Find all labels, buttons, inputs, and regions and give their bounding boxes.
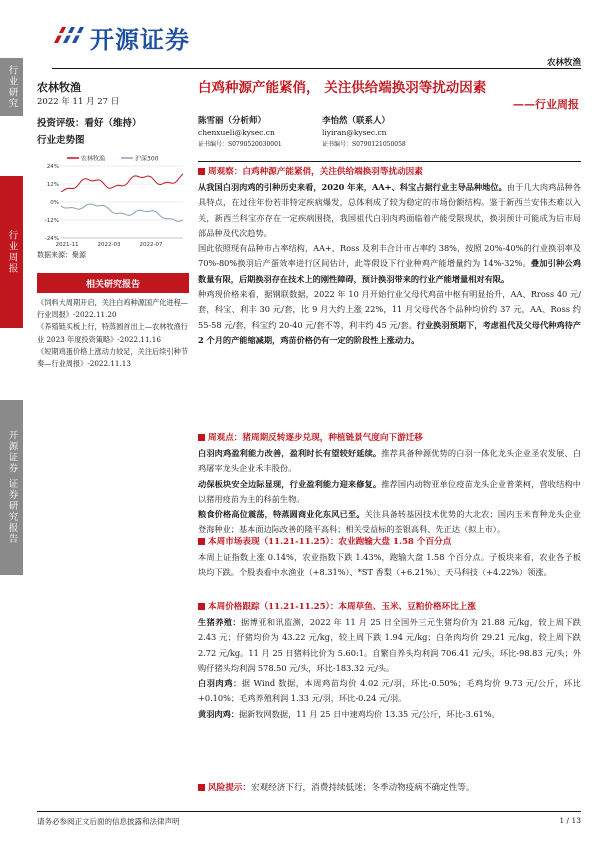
logo-text: 开源证券: [90, 26, 190, 54]
sidebar-tag-research: 行业研究: [0, 58, 23, 116]
kaiyuan-logo-icon: [52, 23, 86, 47]
trend-chart-title: 行业走势图: [37, 134, 85, 146]
series-line-hs300: [61, 204, 183, 221]
author-email[interactable]: chenxueli@kysec.cn: [198, 128, 275, 137]
report-subtitle: ——行业周报: [513, 98, 579, 111]
bullet-icon: [198, 434, 205, 441]
report-date: 2022 年 11 月 27 日: [37, 97, 120, 108]
related-report-item[interactable]: 《短期鸡蛋价格上涨动力较足，关注后续引种节奏—行业周报》-2022.11.13: [37, 346, 188, 369]
x-tick-label: 2021-11: [55, 242, 79, 248]
investment-rating: 投资评级：看好（维持）: [37, 118, 142, 130]
industry-name: 农林牧渔: [37, 81, 81, 94]
section-body: 白羽肉鸡盈利能力改善，盈利时长有望较好延续。推荐具备种源优势的白羽一体化龙头企业圣农发展、白鸡屠宰龙头企业禾丰股份。 动保板块安全边际显现，行业盈利能力迎来修复。推荐国内动物亚单位疫苗龙头企业普莱柯，营收结构中以猪用疫苗为主的科前生物。 粮食价格高位震荡，特蒸圆商业化东风已至。关注具备转基因技术优势的大北农；国内玉米育种龙头企业登海种业；基本面边际改善的隆平高科；相关受益标的荃银高科、先正达（拟上市）。: [198, 448, 581, 535]
y-tick-label: 0%: [50, 200, 59, 206]
x-tick-label: 2022-07: [139, 242, 163, 248]
x-tick-label: 2022-03: [97, 242, 121, 248]
related-reports-heading: 相关研究报告: [37, 273, 189, 293]
related-report-item[interactable]: 《养殖链买板上行，特蒸圆首出上—农林牧渔行业 2023 年度投资策略》-2022.11.16: [37, 322, 188, 344]
disclaimer: 请务必参阅正文后面的信息披露和法律声明: [37, 817, 180, 826]
footer-rule: [37, 811, 581, 812]
risk-warning: 风险提示：宏观经济下行，消费持续低迷；冬季动物疫病不确定性等。: [198, 781, 474, 795]
data-source: 数据来源：聚源: [37, 251, 86, 259]
author-2: 李怡然（联系人） liyiran@kysec.cn 证书编号：S0790121050058: [322, 115, 452, 151]
related-reports-list: [37, 297, 189, 370]
y-tick-label: 12%: [46, 182, 59, 188]
bullet-icon: [198, 168, 205, 175]
y-tick-label: -12%: [44, 218, 59, 224]
legend-label: 农林牧渔: [81, 155, 106, 163]
footer: [37, 816, 581, 827]
bullet-icon: [198, 784, 205, 791]
page-number: 1 / 13: [559, 816, 581, 825]
authors-rule: [198, 161, 581, 162]
section-body: 本周上证指数上涨 0.14%，农业指数下跌 1.43%，跑输大盘 1.58 个百分点。子板块来看，农业各子板块均下跌。个股表看中水渔业（+8.31%）、*ST 香梨（+6.21%）、天马科技（+4.22%）领涨。: [198, 552, 581, 578]
bullet-icon: [198, 603, 205, 610]
industry-tag: 农林牧渔: [546, 58, 581, 68]
bullet-icon: [198, 538, 205, 545]
related-report-item[interactable]: 《饲料大周期开启，关注白鸡种源国产化进程—行业周报》-2022.11.20: [37, 298, 188, 320]
trend-chart: [37, 152, 187, 250]
y-tick-label: -24%: [44, 236, 59, 242]
section-body: 生猪养殖：据博亚和讯监测，2022 年 11 月 25 日全国外三元生猪均价为 21.88 元/kg，较上周下跌 2.43 元；仔猪均价为 43.22 元/kg，较上周下跌 1.94 元/kg；白条肉均价 29.21 元/kg，较上周下跌 2.72 元/kg。11 月 25 日猪料比价为 5.60:1。自繁自养头均利润 706.41 元/头，环比-98.83 元/头；外购仔猪头均利润 578.50 元/头，环比-183.32 元/头。 白羽肉鸡：据 Wind 数据，本周鸡苗均价 4.02 元/羽，环比-0.50%；毛鸡均价 9.73 元/公斤，环比+0.10%；毛鸡养殖利润 1.33 元/羽，环比-0.24 元/羽。 黄羽肉鸡：据新牧网数据，11 月 25 日中速鸡均价 13.35 元/公斤，环比-3.61%。: [198, 617, 581, 719]
author-1: 陈雪丽（分析师） chenxueli@kysec.cn 证书编号：S0790520030001: [198, 115, 328, 151]
legend-label: 沪深300: [135, 155, 159, 163]
header-rule: [52, 68, 581, 69]
author-email[interactable]: liyiran@kysec.cn: [322, 128, 387, 137]
sidebar-tag-firm: 开源证券 证券研究报告: [0, 400, 23, 575]
sidebar-tag-weekly: 行业周报: [0, 176, 23, 328]
y-tick-label: 24%: [46, 164, 59, 170]
report-title: 白鸡种源产能紧俏， 关注供给端换羽等扰动因素: [198, 80, 487, 96]
series-line-agri: [61, 174, 183, 192]
section-heading: 本周价格跟踪（11.21-11.25）：本周草鱼、玉米、豆粕价格环比上涨: [198, 600, 476, 614]
section-heading: 本周市场表现（11.21-11.25）：农业跑输大盘 1.58 个百分点: [198, 535, 451, 549]
section-heading: 周观察：白鸡种源产能紧俏，关注供给端换羽等扰动因素: [198, 165, 423, 179]
section-heading: 周观点：猪周期反转逐步兑现，种植链景气度向下游迁移: [198, 431, 423, 445]
section-body: 从我国白羽肉鸡的引种历史来看，2020 年来，AA+、科宝占据行业主导品种地位。由于几大肉鸡品种各具特点，在过往年份若非特定疾病爆发，总体利成了较为稳定的市场份额结构。鉴于新西兰安伟杰难以入关，新西兰科宝亦存在一定疾病围挠，我国祖代白羽肉鸡面临着产能受限现状，换羽预计可能成为后市局部品种及代次趋势。 国此依照现有品种市占率结构，AA+、Ross 及利丰合计市占率约 38%，按照 20%-40%的行业换羽率及 70%-80%换羽后产蛋效率进行区间估计，此等假设下行业种鸡产能增量约为 14%-32%。叠加引种公鸡数量有限，后期换羽存在技术上的刚性障碍，预计换羽带来的行业产能增量相对有限。 种鸡现价格来看，据钢联数据，2022 年 10 月开始行业父母代鸡苗中枢有明显抬升，AA、Rross 40 元/套，科宝、利丰 30 元/套，比 9 月大约上涨 22%，11 月父母代各个品种均价约 37 元，AA、Ross 约 55-58 元/套，科宝约 20-40 元/套不等，利丰约 45 元/套。行业换羽预期下，考虑祖代及父母代种鸡待产 2 个月的产能缩减期，鸡苗价格仍有一定的阶段性上涨动力。: [198, 182, 581, 345]
